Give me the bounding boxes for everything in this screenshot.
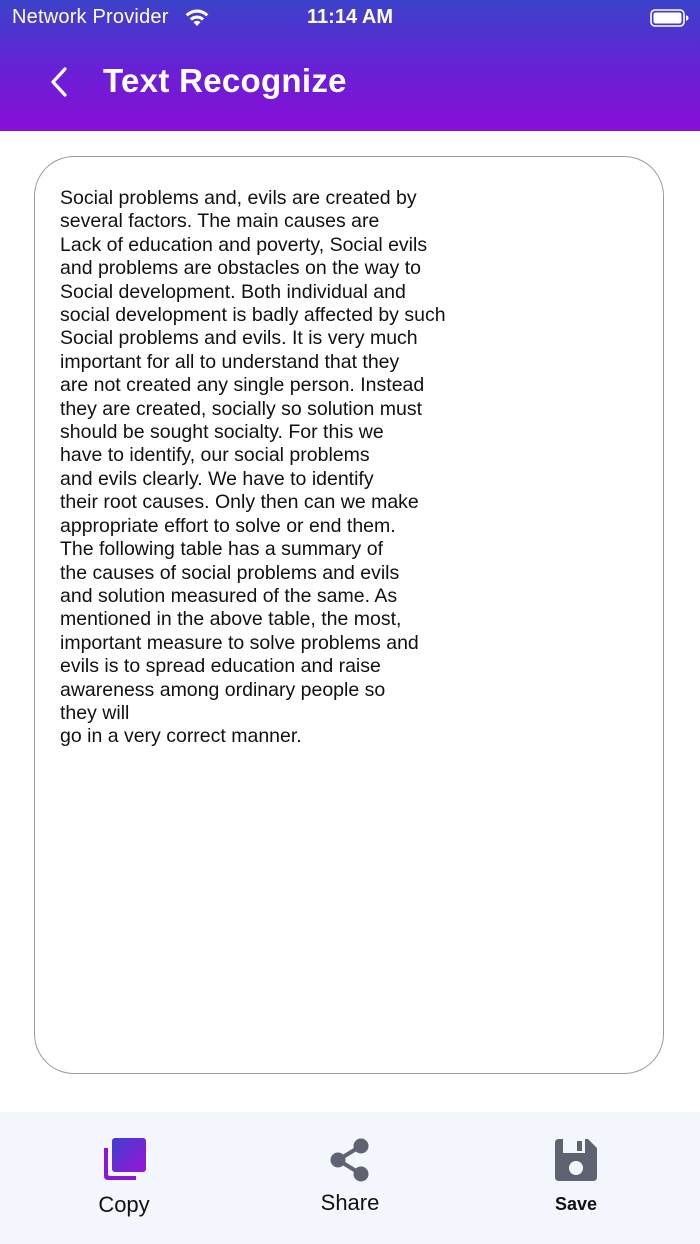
share-button[interactable] <box>280 1112 420 1244</box>
copy-button[interactable] <box>54 1112 194 1244</box>
copy-icon <box>100 1136 148 1184</box>
recognized-text[interactable]: Social problems and, evils are created by several factors. The main causes are Lack of education and poverty, Social evils and problems are obstacles on the way to Social development. Both individual and social development is badly affected by such Social problems and evils. It is very much important for all to understand that they are not created any single person. Instead they are created, socially so solution must should be sought socialty. For this we have to identify, our social problems and evils clearly. We have to identify their root causes. Only then can we make appropriate effort to solve or end them. The following table has a summary of the causes of social problems and evils and solution measured of the same. As mentioned in the above table, the most, important measure to solve problems and evils is to spread education and raise awareness among ordinary people so they will go in a very correct manner. <box>60 187 446 748</box>
status-time: 11:14 AM <box>307 6 393 28</box>
save-label: Save <box>554 1194 598 1214</box>
battery-icon <box>650 8 690 28</box>
page-title: Text Recognize <box>103 62 347 99</box>
save-button[interactable] <box>506 1112 646 1244</box>
save-icon <box>552 1136 600 1184</box>
share-label: Share <box>320 1190 380 1215</box>
copy-label: Copy <box>98 1192 150 1217</box>
back-button[interactable] <box>38 60 82 104</box>
bottom-action-bar <box>0 1112 700 1244</box>
carrier-name: Network Provider <box>12 6 169 28</box>
status-bar <box>0 0 700 36</box>
share-icon <box>326 1136 374 1184</box>
chevron-left-icon <box>48 66 72 98</box>
recognized-text-box[interactable] <box>34 156 664 1074</box>
app-header <box>0 0 700 131</box>
navigation-bar <box>0 50 700 116</box>
